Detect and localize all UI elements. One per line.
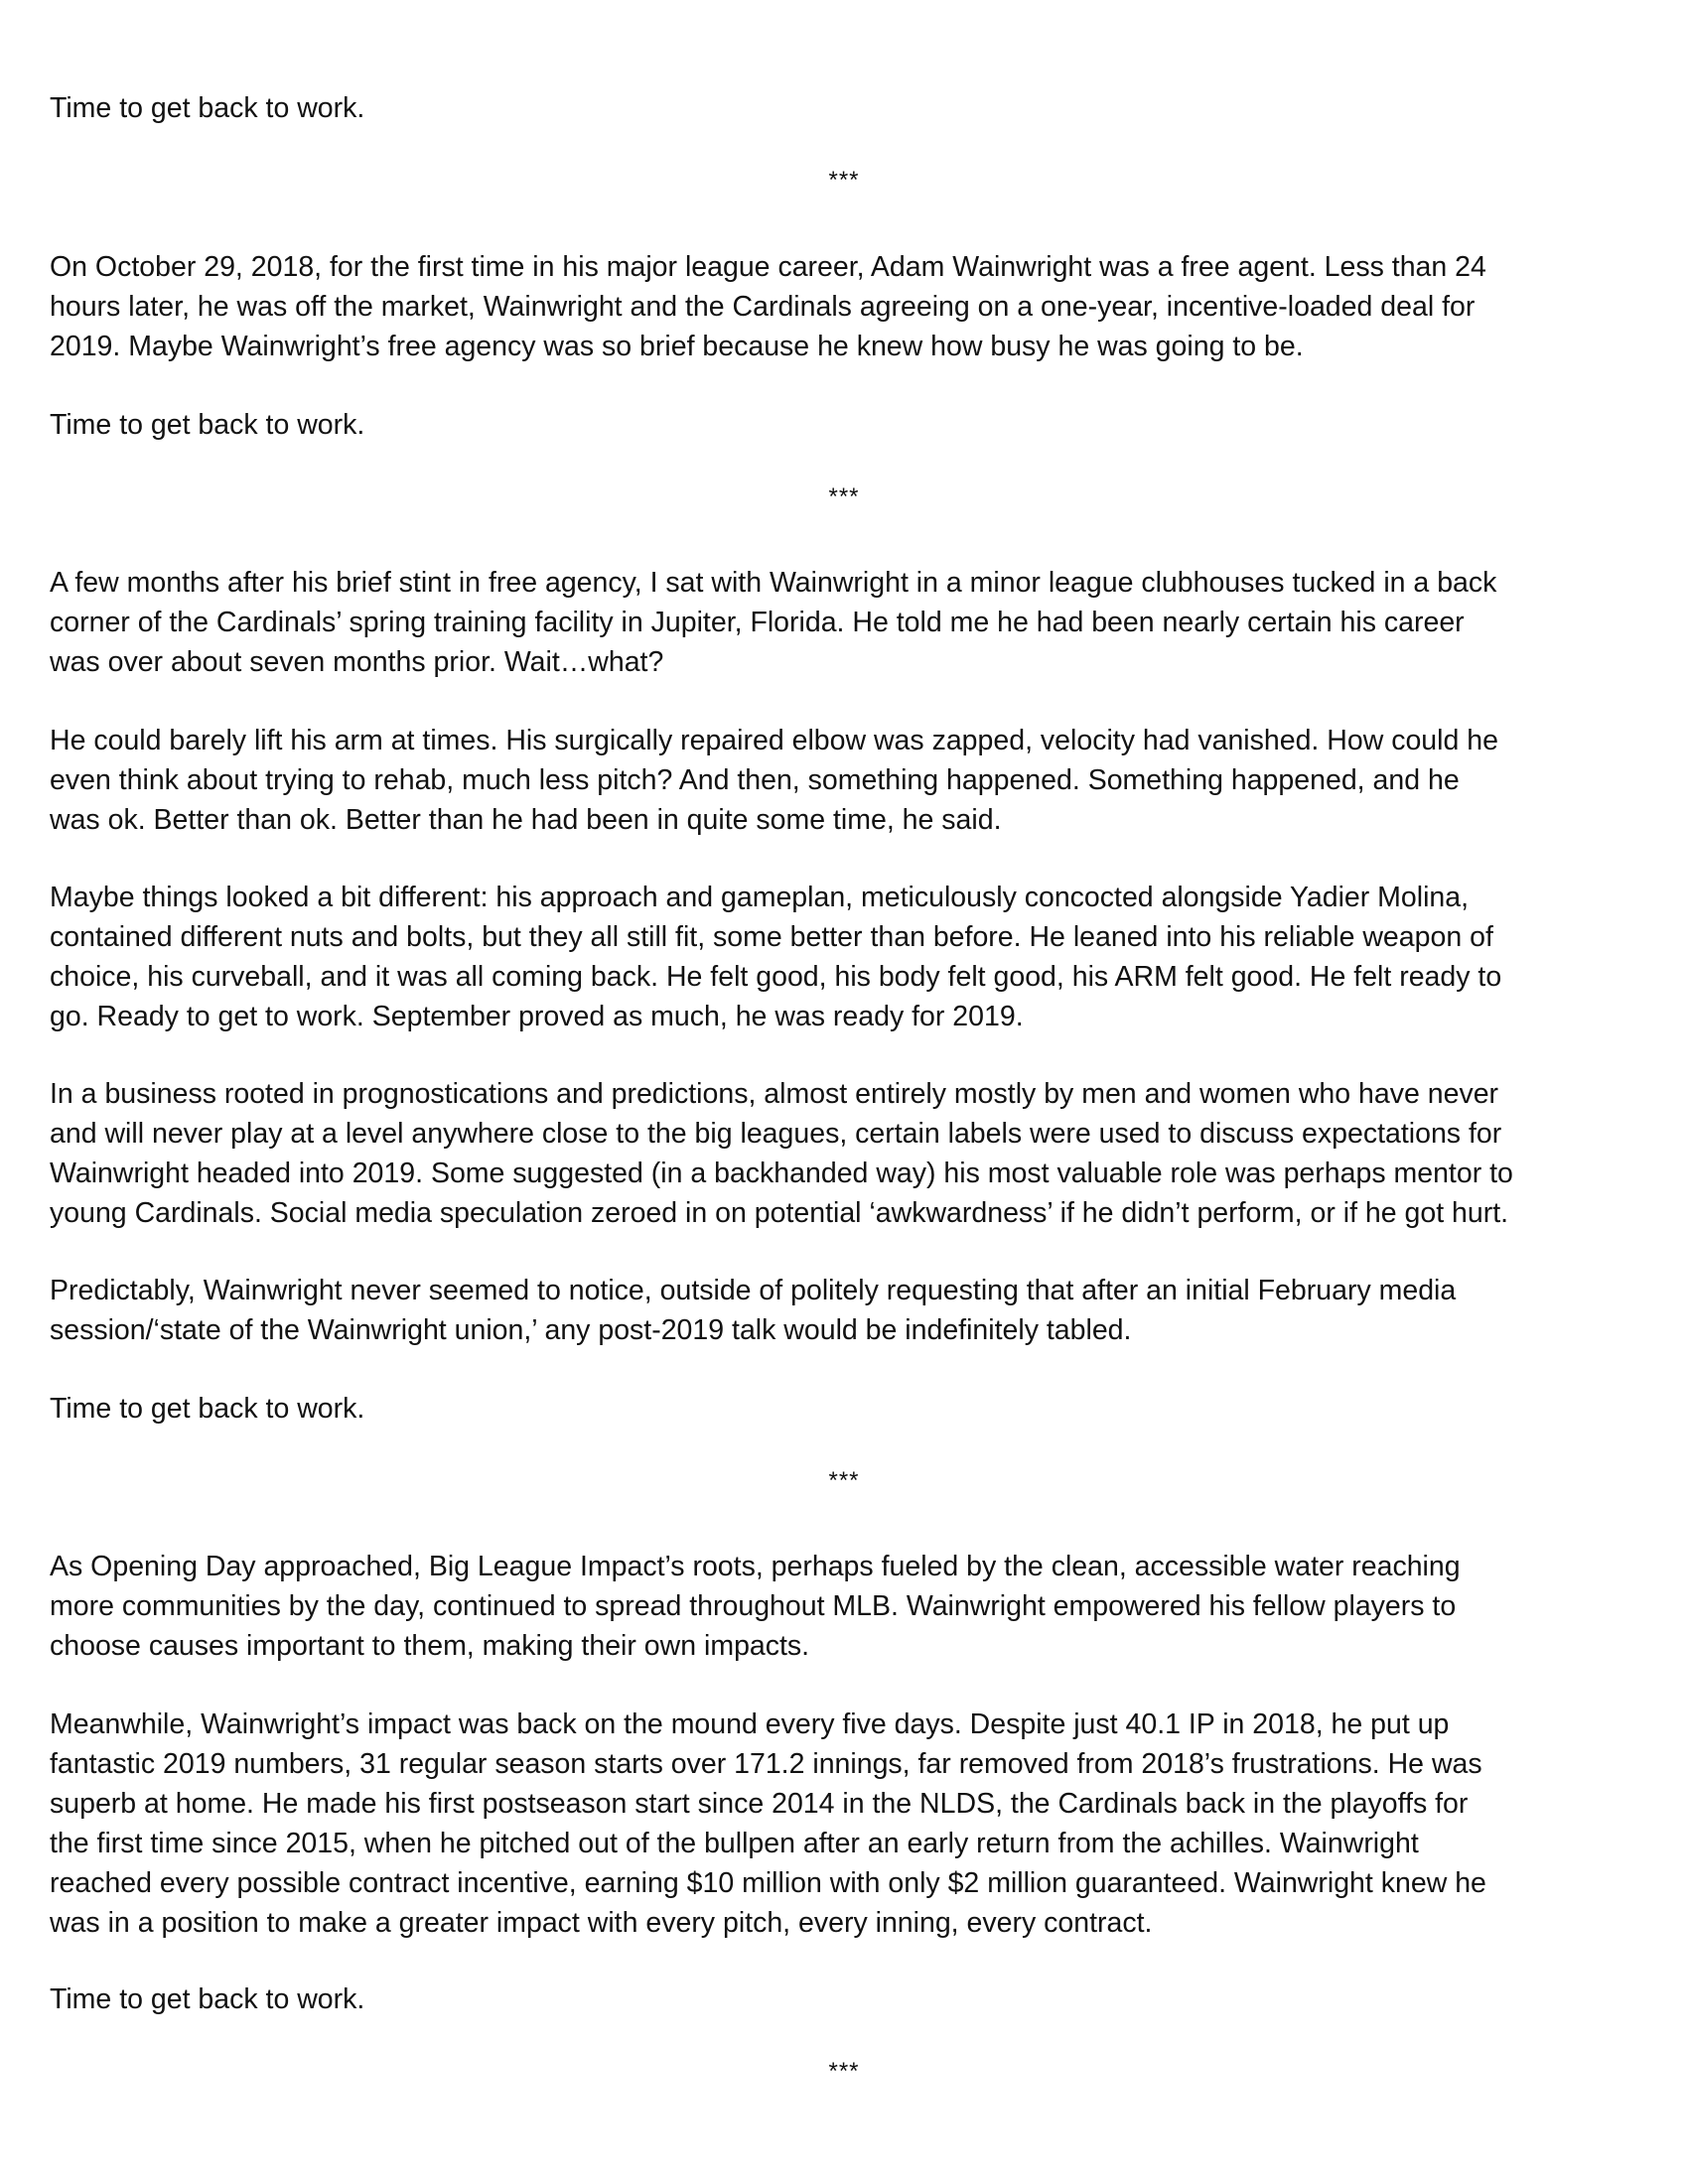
paragraph-line: the first time since 2015, when he pitched out of the bullpen after an early return from the achilles. Wainwright bbox=[50, 1828, 1419, 1859]
refrain-line: Time to get back to work. bbox=[50, 1983, 365, 2015]
section-separator: *** bbox=[828, 483, 860, 510]
paragraph-line: and will never play at a level anywhere close to the big leagues, certain labels were used to discuss expectations for bbox=[50, 1118, 1502, 1150]
paragraph-line: go. Ready to get to work. September proved as much, he was ready for 2019. bbox=[50, 1001, 1024, 1032]
paragraph-approach bbox=[50, 878, 1638, 1036]
refrain-line: Time to get back to work. bbox=[50, 92, 365, 124]
paragraph-predictably bbox=[50, 1271, 1638, 1350]
paragraph-line: Meanwhile, Wainwright’s impact was back on the mound every five days. Despite just 40.1 IP in 2018, he put up bbox=[50, 1708, 1450, 1740]
paragraph-predictions bbox=[50, 1074, 1638, 1233]
paragraph-clubhouse bbox=[50, 563, 1638, 682]
paragraph-line: He could barely lift his arm at times. His surgically repaired elbow was zapped, velocity had vanished. How could he bbox=[50, 725, 1498, 756]
paragraph-line: was in a position to make a greater impact with every pitch, every inning, every contract. bbox=[50, 1907, 1153, 1939]
paragraph-line: young Cardinals. Social media speculation zeroed in on potential ‘awkwardness’ if he didn’t perform, or if he got hurt. bbox=[50, 1197, 1509, 1229]
refrain-line: Time to get back to work. bbox=[50, 409, 365, 441]
section-separator: *** bbox=[828, 1467, 860, 1494]
paragraph-line: As Opening Day approached, Big League Impact’s roots, perhaps fueled by the clean, accessible water reaching bbox=[50, 1551, 1461, 1582]
paragraph-line: 2019. Maybe Wainwright’s free agency was so brief because he knew how busy he was going to be. bbox=[50, 331, 1304, 362]
paragraph-line: superb at home. He made his first postseason start since 2014 in the NLDS, the Cardinals back in the playoffs for bbox=[50, 1788, 1469, 1820]
paragraph-line: choice, his curveball, and it was all coming back. He felt good, his body felt good, his ARM felt good. He felt ready to bbox=[50, 961, 1502, 993]
paragraph-line: A few months after his brief stint in free agency, I sat with Wainwright in a minor league clubhouses tucked in a back bbox=[50, 567, 1497, 599]
paragraph-line: On October 29, 2018, for the first time in his major league career, Adam Wainwright was a free agent. Less than 24 bbox=[50, 251, 1486, 283]
paragraph-line: session/‘state of the Wainwright union,’ any post-2019 talk would be indefinitely tabled. bbox=[50, 1314, 1132, 1346]
paragraph-arm bbox=[50, 721, 1638, 840]
paragraph-line: Maybe things looked a bit different: his approach and gameplan, meticulously concocted alongside Yadier Molina, bbox=[50, 882, 1470, 913]
refrain-line: Time to get back to work. bbox=[50, 1393, 365, 1425]
paragraph-free-agency bbox=[50, 247, 1638, 366]
paragraph-line: was over about seven months prior. Wait…what? bbox=[50, 646, 664, 678]
paragraph-big-league-impact bbox=[50, 1547, 1638, 1666]
paragraph-line: choose causes important to them, making their own impacts. bbox=[50, 1630, 810, 1662]
paragraph-line: hours later, he was off the market, Wainwright and the Cardinals agreeing on a one-year, incentive-loaded deal for bbox=[50, 291, 1476, 323]
paragraph-mound bbox=[50, 1705, 1638, 1943]
paragraph-line: even think about trying to rehab, much less pitch? And then, something happened. Something happened, and he bbox=[50, 764, 1460, 796]
paragraph-line: contained different nuts and bolts, but they all still fit, some better than before. He leaned into his reliable weapon of bbox=[50, 921, 1493, 953]
paragraph-line: In a business rooted in prognostications and predictions, almost entirely mostly by men and women who have never bbox=[50, 1078, 1499, 1110]
paragraph-line: fantastic 2019 numbers, 31 regular season starts over 171.2 innings, far removed from 2018’s frustrations. He was bbox=[50, 1748, 1482, 1780]
section-separator: *** bbox=[828, 167, 860, 194]
paragraph-line: corner of the Cardinals’ spring training facility in Jupiter, Florida. He told me he had been nearly certain his career bbox=[50, 607, 1465, 638]
paragraph-line: was ok. Better than ok. Better than he had been in quite some time, he said. bbox=[50, 804, 1002, 836]
paragraph-line: reached every possible contract incentive, earning $10 million with only $2 million guaranteed. Wainwright knew he bbox=[50, 1867, 1486, 1899]
paragraph-line: Wainwright headed into 2019. Some suggested (in a backhanded way) his most valuable role was perhaps mentor to bbox=[50, 1158, 1513, 1189]
paragraph-line: more communities by the day, continued to spread throughout MLB. Wainwright empowered his fellow players to bbox=[50, 1590, 1457, 1622]
section-separator: *** bbox=[828, 2058, 860, 2085]
paragraph-line: Predictably, Wainwright never seemed to notice, outside of politely requesting that after an initial February media bbox=[50, 1275, 1457, 1306]
